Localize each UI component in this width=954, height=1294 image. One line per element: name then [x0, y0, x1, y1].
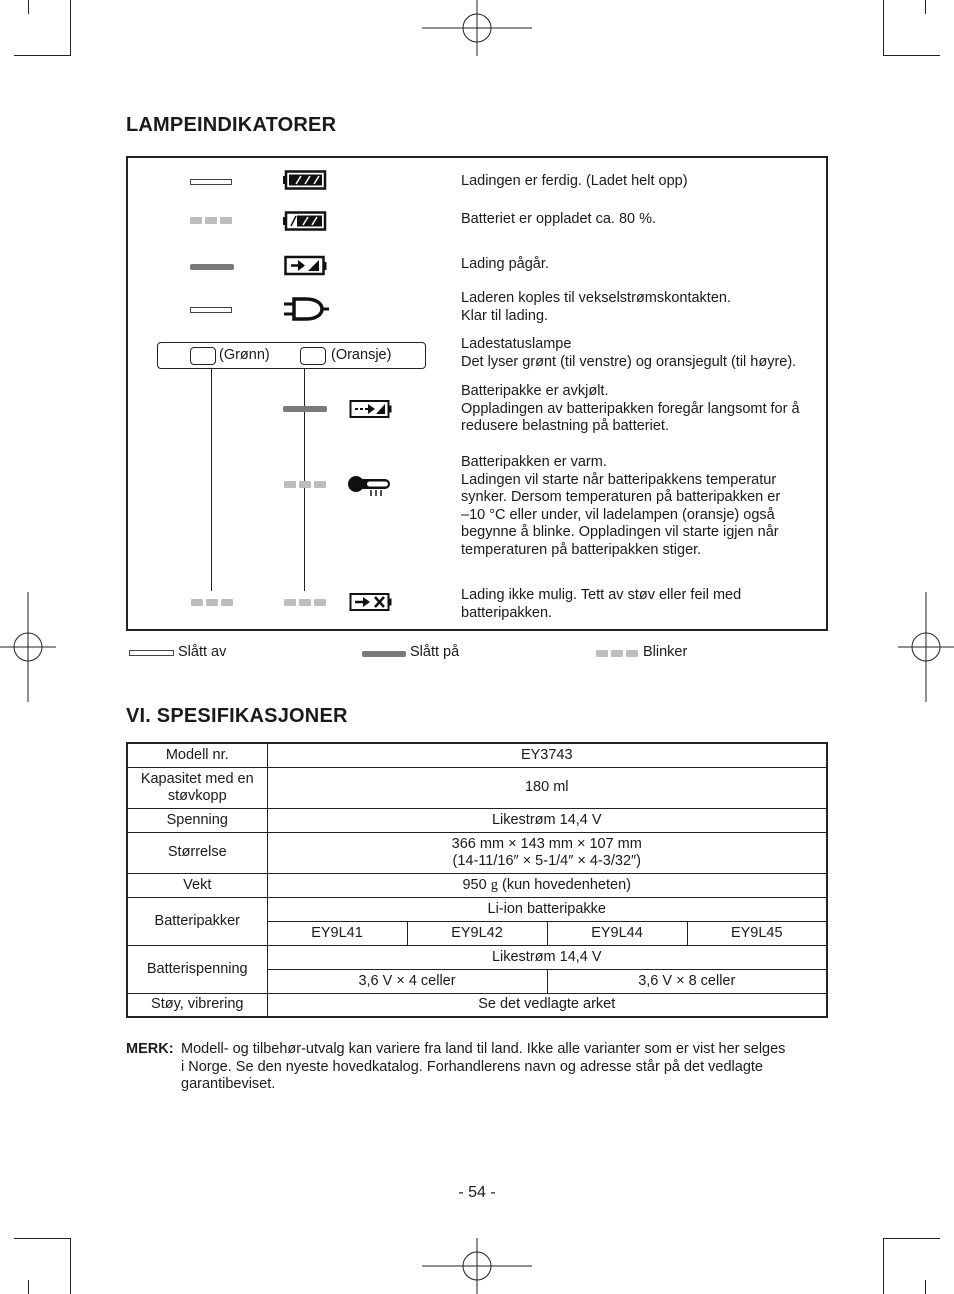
- legend-on-swatch: [362, 651, 406, 657]
- voltage-label: Spenning: [127, 808, 267, 832]
- thermometer-icon: [347, 472, 395, 498]
- table-row: [127, 945, 827, 969]
- legend-blinking-swatch: [596, 650, 638, 657]
- battery-type: Li-ion batteripakke: [267, 897, 827, 921]
- table-row: [127, 743, 827, 767]
- lamp-off-indicator: [190, 179, 232, 185]
- row-4-text: Laderen koples til vekselstrømskontakten. Klar til lading.: [461, 290, 731, 324]
- weight-note: (kun hovedenheten): [502, 876, 631, 893]
- row-8-text: Lading ikke mulig. Tett av støv eller feil med batteripakken.: [461, 587, 742, 621]
- green-lamp-icon: [190, 347, 216, 365]
- row-5-text: Ladestatuslampe Det lyser grønt (til venstre) og oransjegult (til høyre).: [461, 336, 797, 370]
- cells-value: 3,6 V × 4 celler: [267, 969, 547, 993]
- legend-blinking-label: Blinker: [643, 644, 688, 660]
- battery-model: EY9L44: [547, 921, 687, 945]
- row-2-text: Batteriet er oppladet ca. 80 %.: [461, 211, 657, 227]
- weight-unit: g: [490, 876, 498, 893]
- specifications-table: [126, 742, 828, 1018]
- lampeindikatorer-heading: LAMPEINDIKATORER: [126, 114, 337, 136]
- spesifikasjoner-heading: VI. SPESIFIKASJONER: [126, 705, 348, 727]
- note-block: [126, 1041, 831, 1094]
- row-6-text: Batteripakke er avkjølt. Oppladingen av batteripakken foregår langsomt for å redusere belastning på batteriet.: [461, 383, 800, 434]
- battery-80-icon: [283, 211, 329, 232]
- note-text: Modell- og tilbehør-utvalg kan variere fra land til land. Ikke alle varianter som er vist her selges i Norge. Se den nyeste hovedkatalog. Forhandlerens navn og adresse står på det vedlagte garantibeviset.: [181, 1041, 786, 1092]
- table-row: [127, 832, 827, 873]
- size-label: Størrelse: [127, 832, 267, 873]
- noise-label: Støy, vibrering: [127, 993, 267, 1017]
- table-row: [127, 808, 827, 832]
- table-row: [127, 873, 827, 897]
- model-value: EY3743: [267, 743, 827, 767]
- row-3-text: Lading pågår.: [461, 256, 549, 272]
- weight-value: [267, 873, 827, 897]
- battery-voltage-label: Batterispenning: [127, 945, 267, 993]
- green-lamp-connector: [211, 369, 212, 591]
- note-label: MERK:: [126, 1041, 174, 1057]
- battery-full-icon: [283, 170, 329, 191]
- lamp-blinking-indicator: [190, 217, 232, 224]
- table-row: [127, 993, 827, 1017]
- lamp-on-indicator: [283, 406, 327, 412]
- green-lamp-label: (Grønn): [219, 347, 270, 363]
- weight-number: 950: [462, 876, 487, 893]
- lamp-off-indicator: [190, 307, 232, 313]
- table-row: [127, 897, 827, 921]
- cells-value: 3,6 V × 8 celler: [547, 969, 827, 993]
- row-1-text: Ladingen er ferdig. (Ladet helt opp): [461, 173, 688, 189]
- battery-label: Batteripakker: [127, 897, 267, 945]
- legend-on-label: Slått på: [410, 644, 460, 660]
- battery-model: EY9L41: [267, 921, 407, 945]
- voltage-value: Likestrøm 14,4 V: [267, 808, 827, 832]
- lamp-on-indicator: [190, 264, 234, 270]
- capacity-label: Kapasitet med en støvkopp: [127, 767, 267, 808]
- size-value: 366 mm × 143 mm × 107 mm (14-11/16″ × 5-1/4″ × 4-3/32″): [267, 832, 827, 873]
- noise-value: Se det vedlagte arket: [267, 993, 827, 1017]
- lamp-blinking-indicator: [284, 481, 326, 488]
- battery-voltage-value: Likestrøm 14,4 V: [267, 945, 827, 969]
- page-number: - 54 -: [458, 1184, 496, 1201]
- weight-label: Vekt: [127, 873, 267, 897]
- orange-lamp-icon: [300, 347, 326, 365]
- legend-off-label: Slått av: [178, 644, 227, 660]
- orange-lamp-connector: [304, 369, 305, 591]
- lamp-blinking-indicator: [191, 599, 233, 606]
- lamp-blinking-indicator: [284, 599, 326, 606]
- battery-error-icon: [349, 592, 393, 613]
- model-label: Modell nr.: [127, 743, 267, 767]
- battery-charging-icon: [284, 255, 328, 277]
- orange-lamp-label: (Oransje): [331, 347, 392, 363]
- capacity-value: 180 ml: [267, 767, 827, 808]
- battery-model: EY9L42: [407, 921, 547, 945]
- row-7-text: Batteripakken er varm. Ladingen vil starte når batteripakkens temperatur synker. Dersom temperaturen på batteripakken er –10 °C eller under, vil ladelampen (oransje) også begynne å blinke. Oppladingen vil starte igjen når temperaturen på batteripakken stiger.: [461, 454, 781, 558]
- legend-off-swatch: [129, 650, 174, 656]
- battery-model: EY9L45: [687, 921, 827, 945]
- battery-cooling-icon: [349, 399, 393, 420]
- plug-icon: [284, 296, 330, 322]
- table-row: [127, 767, 827, 808]
